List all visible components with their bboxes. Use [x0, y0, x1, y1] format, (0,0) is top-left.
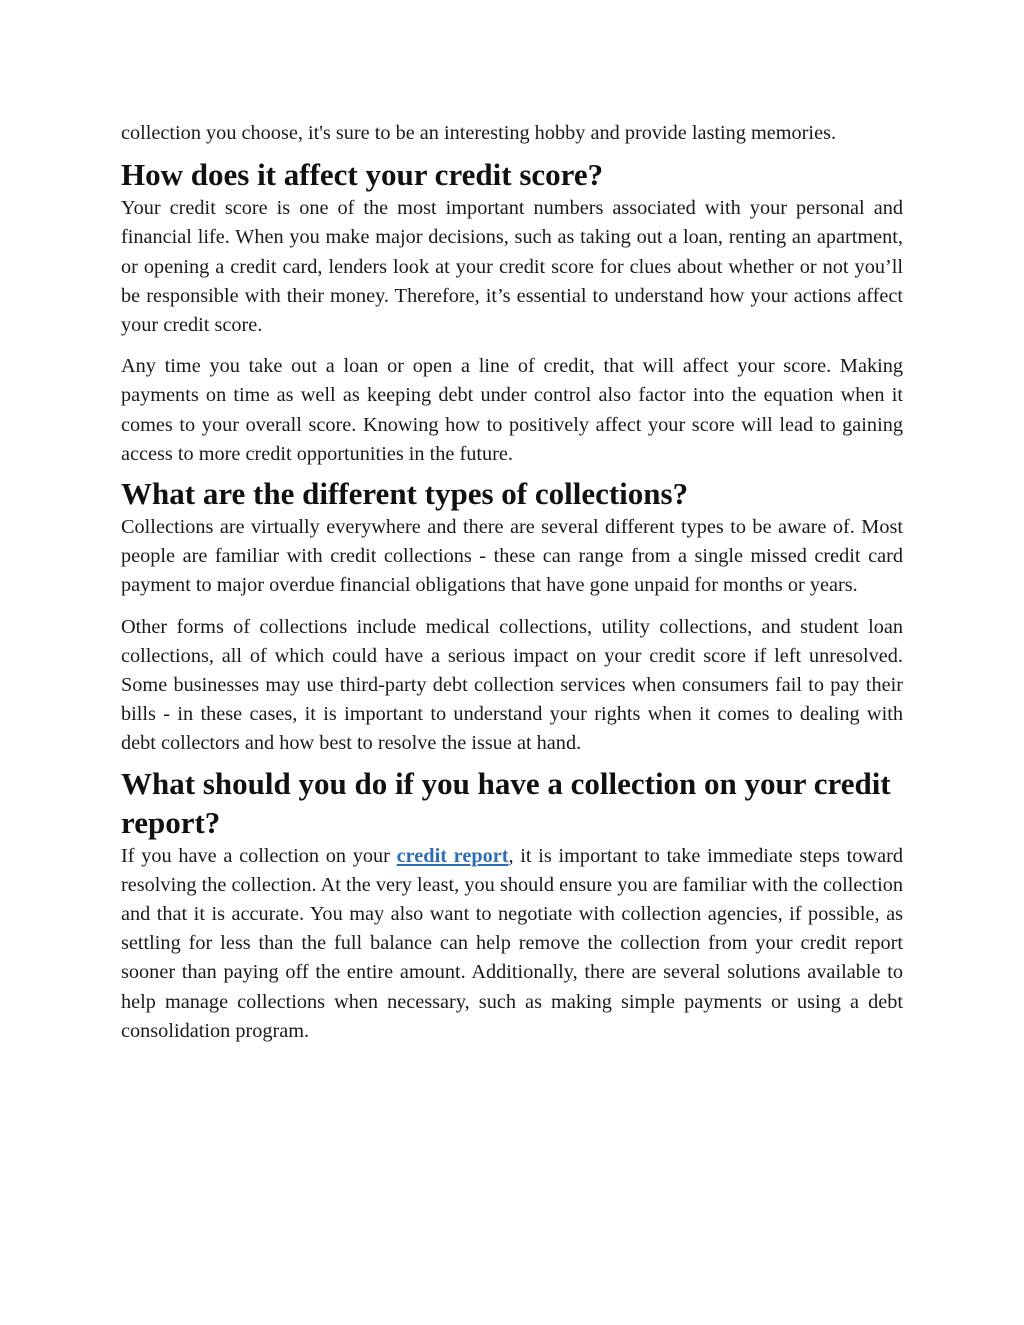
section-heading-collection-types: What are the different types of collections? — [121, 476, 689, 512]
credit-report-link[interactable]: credit report — [396, 844, 509, 867]
paragraph-collection-types-1: Collections are virtually everywhere and there are several different types to be aware of. Most people are familiar with credit collections - these can range from a single missed credit card payment to major overdue financial obligations that have gone unpaid for months or years. — [121, 516, 903, 597]
paragraph-what-to-do — [121, 842, 903, 1046]
section-heading-what-to-do: What should you do if you have a collection on your credit report? — [121, 765, 891, 840]
paragraph-credit-score-1: Your credit score is one of the most important numbers associated with your personal and financial life. When you make major decisions, such as taking out a loan, renting an apartment, or opening a credit card, lenders look at your credit score for clues about whether or not you’ll be responsible with their money. Therefore, it’s essential to understand how your actions affect your credit score. — [121, 197, 903, 337]
paragraph-collection-types-2: Other forms of collections include medical collections, utility collections, and student loan collections, all of which could have a serious impact on your credit score if left unresolved. Some businesses may use third-party debt collection services when consumers fail to pay their bills - in these cases, it is important to understand your rights when it comes to dealing with debt collectors and how best to resolve the issue at hand. — [121, 615, 903, 755]
paragraph-credit-score-2: Any time you take out a loan or open a line of credit, that will affect your score. Making payments on time as well as keeping debt under control also factor into the equation when it comes to your overall score. Knowing how to positively affect your score will lead to gaining access to more credit opportunities in the future. — [121, 355, 903, 465]
document-page — [121, 119, 903, 1046]
intro-paragraph: collection you choose, it's sure to be an interesting hobby and provide lasting memories. — [121, 122, 837, 144]
paragraph-what-to-do-lead: If you have a collection on your — [121, 844, 397, 867]
section-heading-credit-score: How does it affect your credit score? — [121, 157, 604, 193]
paragraph-what-to-do-rest: , it is important to take immediate steps toward resolving the collection. At the very least, you should ensure you are familiar with the collection and that it is accurate. You may also want to negotiate with collection agencies, if possible, as settling for less than the full balance can help remove the collection from your credit report sooner than paying off the entire amount. Additionally, there are several solutions available to help manage collections when necessary, such as making simple payments or using a debt consolidation program. — [121, 844, 903, 1042]
